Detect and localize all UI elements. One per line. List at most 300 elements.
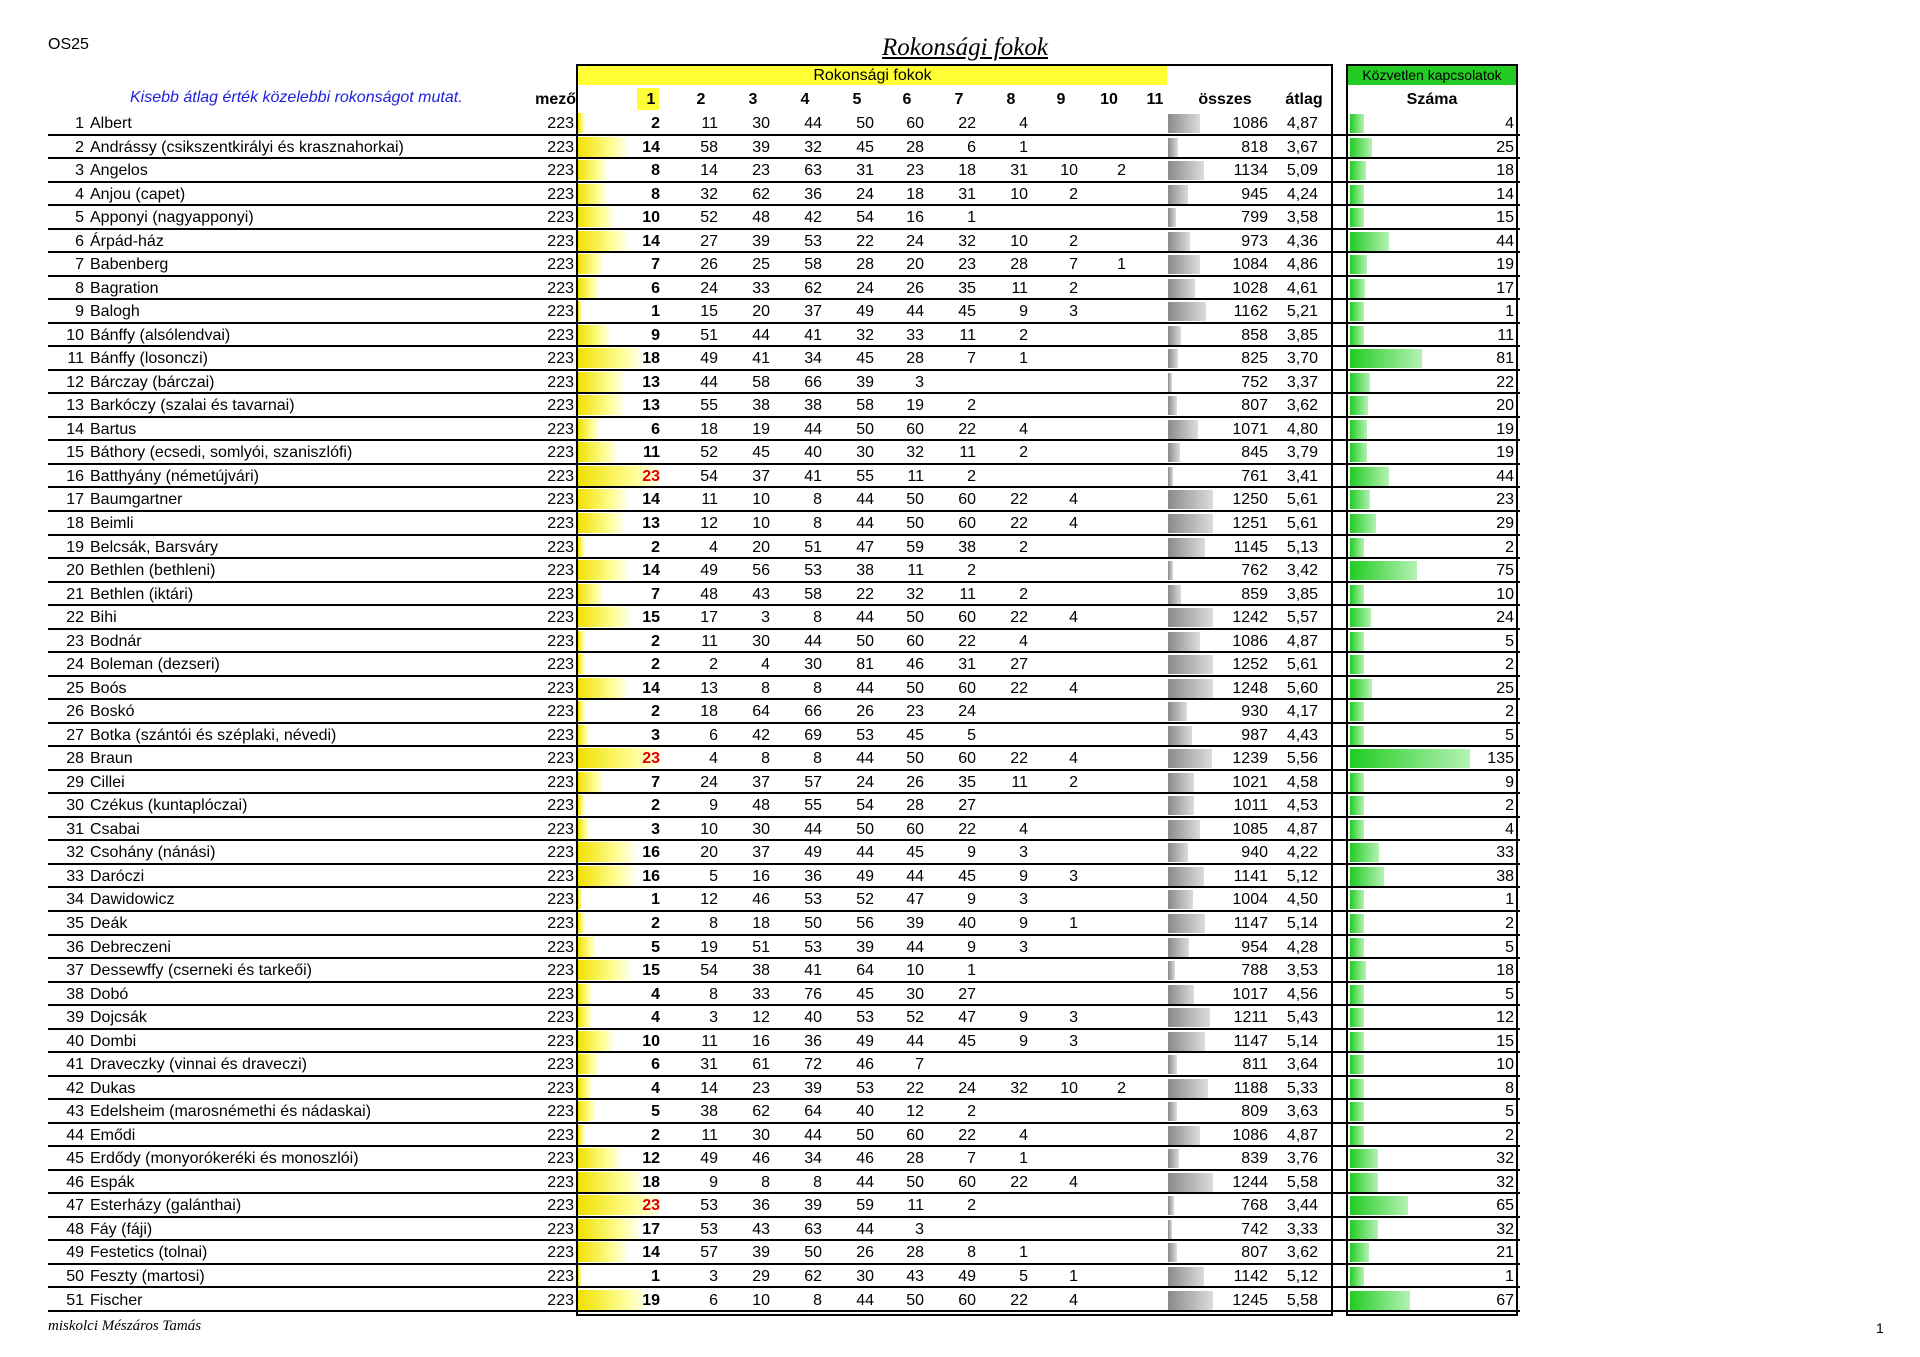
- degree-1-value: 23: [642, 467, 660, 485]
- degree-1-value: 13: [642, 397, 660, 415]
- degree-4-value: 66: [804, 373, 822, 391]
- direct-links-bar: [1350, 138, 1372, 157]
- degree-8-value: 4: [1019, 632, 1028, 650]
- total-bar: [1168, 585, 1181, 604]
- degree-7-value: 60: [958, 491, 976, 509]
- degree-1-value: 16: [642, 844, 660, 862]
- degree-2-value: 55: [700, 397, 718, 415]
- total-value: 940: [1241, 844, 1268, 862]
- total-bar: [1168, 679, 1213, 698]
- average-value: 4,53: [1286, 797, 1318, 815]
- degree-6-value: 50: [906, 750, 924, 768]
- family-name: Daróczi: [90, 867, 145, 885]
- degree-1-value: 15: [642, 962, 660, 980]
- degree-5-value: 50: [856, 115, 874, 132]
- total-value: 768: [1241, 1197, 1268, 1215]
- field-count: 223: [547, 350, 574, 368]
- row-number: 15: [66, 444, 84, 462]
- table-row: [48, 371, 1520, 395]
- total-bar: [1168, 255, 1200, 274]
- direct-links-count: 2: [1505, 703, 1514, 721]
- degree-2-value: 51: [700, 326, 718, 344]
- degree-6-value: 23: [906, 162, 924, 180]
- family-name: Bihi: [90, 609, 117, 627]
- field-count: 223: [547, 891, 574, 909]
- table-row: [48, 677, 1520, 701]
- total-bar: [1168, 843, 1188, 862]
- degree-3-value: 46: [752, 891, 770, 909]
- direct-links-count: 15: [1496, 1032, 1514, 1050]
- degree-4-value: 50: [804, 915, 822, 933]
- degree-1-bar: [578, 442, 617, 462]
- degree-5-value: 54: [856, 797, 874, 815]
- average-value: 4,87: [1286, 632, 1318, 650]
- total-value: 1141: [1233, 867, 1268, 885]
- direct-links-count: 19: [1496, 420, 1514, 438]
- field-count: 223: [547, 279, 574, 297]
- degree-5-value: 50: [856, 1126, 874, 1144]
- direct-links-bar: [1350, 890, 1364, 909]
- field-count: 223: [547, 656, 574, 674]
- direct-links-bar: [1350, 302, 1364, 321]
- row-number: 28: [66, 750, 84, 768]
- field-count: 223: [547, 256, 574, 274]
- total-value: 987: [1241, 726, 1268, 744]
- degree-4-value: 39: [804, 1079, 822, 1097]
- degree-9-value: 3: [1069, 1009, 1078, 1027]
- degree-8-value: 22: [1010, 1173, 1028, 1191]
- total-value: 807: [1241, 1244, 1268, 1262]
- degree-6-value: 50: [906, 1173, 924, 1191]
- degree-4-value: 40: [804, 444, 822, 462]
- family-name: Botka (szántói és széplaki, névedi): [90, 726, 337, 744]
- direct-links-count: 5: [1505, 1103, 1514, 1121]
- family-name: Bodnár: [90, 632, 142, 650]
- degree-6-value: 23: [906, 703, 924, 721]
- total-bar: [1168, 373, 1172, 392]
- field-count: 223: [547, 1056, 574, 1074]
- total-bar: [1168, 820, 1200, 839]
- total-bar: [1168, 1243, 1177, 1262]
- degree-5-value: 28: [856, 256, 874, 274]
- direct-links-count: 25: [1496, 138, 1514, 156]
- degree-1-value: 1: [651, 303, 660, 321]
- degree-1-value: 9: [651, 326, 660, 344]
- direct-links-count: 32: [1496, 1173, 1514, 1191]
- field-count: 223: [547, 303, 574, 321]
- degree-5-value: 46: [856, 1150, 874, 1168]
- total-bar: [1168, 279, 1195, 298]
- degree-3-value: 30: [752, 1126, 770, 1144]
- degree-3-value: 3: [761, 609, 770, 627]
- degree-1-bar: [578, 113, 585, 133]
- degree-1-value: 2: [651, 1126, 660, 1144]
- degree-3-value: 30: [752, 632, 770, 650]
- row-number: 2: [75, 138, 84, 156]
- degree-4-value: 34: [804, 350, 822, 368]
- total-value: 1250: [1232, 491, 1268, 509]
- total-bar: [1168, 561, 1173, 580]
- degree-6-value: 32: [906, 585, 924, 603]
- degree-4-value: 53: [804, 938, 822, 956]
- degree-4-value: 53: [804, 232, 822, 250]
- table-row: [48, 1147, 1520, 1171]
- direct-links-count: 5: [1505, 985, 1514, 1003]
- average-value: 5,21: [1286, 303, 1318, 321]
- degree-4-value: 64: [804, 1103, 822, 1121]
- degree-3-value: 64: [752, 703, 770, 721]
- degree-4-value: 63: [804, 1220, 822, 1238]
- degree-1-value: 1: [651, 891, 660, 909]
- field-count: 223: [547, 467, 574, 485]
- degree-5-value: 81: [856, 656, 874, 674]
- degree-2-value: 6: [709, 726, 718, 744]
- total-value: 1252: [1232, 656, 1268, 674]
- degree-1-value: 11: [643, 444, 660, 462]
- table-row: [48, 559, 1520, 583]
- degree-5-value: 40: [856, 1103, 874, 1121]
- field-count: 223: [547, 679, 574, 697]
- family-name: Emődi: [90, 1126, 136, 1144]
- degree-3-value: 23: [752, 162, 770, 180]
- table-row: [48, 1265, 1520, 1289]
- degree-4-value: 36: [804, 1032, 822, 1050]
- total-value: 945: [1241, 185, 1268, 203]
- degree-3-value: 48: [752, 209, 770, 227]
- direct-links-bar: [1350, 420, 1367, 439]
- degree-7-value: 45: [958, 303, 976, 321]
- degree-3-value: 58: [752, 373, 770, 391]
- family-name: Bethlen (bethleni): [90, 562, 216, 580]
- table-row: [48, 1241, 1520, 1265]
- degree-7-value: 22: [958, 820, 976, 838]
- table-row: [48, 1194, 1520, 1218]
- degree-9-value: 2: [1069, 279, 1078, 297]
- degree-2-value: 53: [700, 1220, 718, 1238]
- degree-9-value: 3: [1069, 867, 1078, 885]
- total-value: 752: [1241, 373, 1268, 391]
- average-value: 5,43: [1286, 1009, 1318, 1027]
- degree-2-value: 18: [700, 703, 718, 721]
- field-count: 223: [547, 609, 574, 627]
- degree-8-value: 2: [1019, 326, 1028, 344]
- degree-8-value: 22: [1010, 1291, 1028, 1309]
- row-number: 35: [66, 915, 84, 933]
- degree-1-value: 14: [642, 1244, 660, 1262]
- degree-5-value: 44: [856, 609, 874, 627]
- table-row: [48, 1124, 1520, 1148]
- direct-links-count: 75: [1496, 562, 1514, 580]
- total-value: 807: [1241, 397, 1268, 415]
- degree-7-value: 18: [958, 162, 976, 180]
- degree-1-value: 1: [651, 1267, 660, 1285]
- total-bar: [1168, 1291, 1213, 1310]
- degree-5-value: 44: [856, 1173, 874, 1191]
- direct-links-count: 4: [1505, 115, 1514, 132]
- field-count: 223: [547, 1291, 574, 1309]
- direct-links-bar: [1350, 185, 1364, 204]
- total-value: 1245: [1232, 1291, 1268, 1309]
- header-osszes: összes: [1198, 91, 1252, 108]
- row-number: 21: [66, 585, 84, 603]
- degree-4-value: 51: [804, 538, 822, 556]
- degree-4-value: 41: [804, 326, 822, 344]
- degree-3-value: 51: [752, 938, 770, 956]
- average-value: 5,09: [1286, 162, 1318, 180]
- table-row: [48, 959, 1520, 983]
- degree-5-value: 53: [856, 1009, 874, 1027]
- degree-3-value: 8: [761, 1173, 770, 1191]
- field-count: 223: [547, 632, 574, 650]
- degree-7-value: 31: [958, 656, 976, 674]
- degree-7-value: 1: [967, 209, 976, 227]
- table-row: [48, 912, 1520, 936]
- direct-links-count: 18: [1496, 962, 1514, 980]
- degree-1-bar: [578, 984, 592, 1004]
- direct-links-count: 21: [1496, 1244, 1514, 1262]
- degree-2-value: 48: [700, 585, 718, 603]
- total-bar: [1168, 420, 1198, 439]
- degree-2-value: 18: [700, 420, 718, 438]
- degree-3-value: 38: [752, 397, 770, 415]
- direct-links-count: 20: [1496, 397, 1514, 415]
- field-count: 223: [547, 185, 574, 203]
- row-number: 29: [66, 773, 84, 791]
- row-number: 23: [66, 632, 84, 650]
- degree-1-bar: [578, 937, 596, 957]
- degree-5-value: 64: [856, 962, 874, 980]
- degree-2-value: 54: [700, 962, 718, 980]
- family-name: Árpád-ház: [90, 232, 164, 250]
- degree-6-value: 18: [906, 185, 924, 203]
- row-number: 19: [66, 538, 84, 556]
- degree-1-bar: [578, 489, 628, 509]
- degree-8-value: 2: [1019, 444, 1028, 462]
- degree-4-value: 41: [804, 962, 822, 980]
- degree-10-value: 2: [1117, 1079, 1126, 1097]
- row-number: 44: [66, 1126, 84, 1144]
- degree-5-value: 31: [856, 162, 874, 180]
- field-count: 223: [547, 1126, 574, 1144]
- degree-4-value: 36: [804, 867, 822, 885]
- table-row: [48, 1218, 1520, 1242]
- degree-2-value: 20: [700, 844, 718, 862]
- degree-9-value: 4: [1069, 609, 1078, 627]
- direct-links-count: 32: [1496, 1220, 1514, 1238]
- degree-5-value: 26: [856, 703, 874, 721]
- family-name: Barkóczy (szalai és tavarnai): [90, 397, 295, 415]
- degree-5-value: 30: [856, 444, 874, 462]
- header-degree-6: 6: [902, 91, 912, 108]
- total-value: 1071: [1232, 420, 1268, 438]
- degree-6-value: 50: [906, 515, 924, 532]
- degree-3-value: 25: [752, 256, 770, 274]
- row-number: 43: [66, 1103, 84, 1121]
- direct-links-bar: [1350, 538, 1364, 557]
- degree-6-value: 28: [906, 138, 924, 156]
- row-number: 31: [66, 820, 84, 838]
- header-degree-7: 7: [954, 91, 964, 108]
- family-name: Angelos: [90, 162, 148, 180]
- field-count: 223: [547, 1079, 574, 1097]
- total-value: 742: [1241, 1220, 1268, 1238]
- degree-6-value: 24: [906, 232, 924, 250]
- average-value: 3,33: [1286, 1220, 1318, 1238]
- degree-1-bar: [578, 301, 582, 321]
- direct-links-count: 2: [1505, 656, 1514, 674]
- degree-3-value: 20: [752, 538, 770, 556]
- degree-2-value: 12: [700, 515, 718, 532]
- average-value: 4,28: [1286, 938, 1318, 956]
- degree-1-bar: [578, 1078, 592, 1098]
- row-number: 3: [75, 162, 84, 180]
- average-value: 5,58: [1286, 1173, 1318, 1191]
- degree-1-value: 14: [642, 491, 660, 509]
- direct-links-count: 44: [1496, 232, 1514, 250]
- family-name: Fischer: [90, 1291, 143, 1309]
- degree-1-value: 13: [642, 515, 660, 532]
- direct-links-count: 10: [1496, 585, 1514, 603]
- row-number: 12: [66, 373, 84, 391]
- row-number: 4: [75, 185, 84, 203]
- degree-9-value: 1: [1069, 915, 1078, 933]
- degree-7-value: 40: [958, 915, 976, 933]
- degree-3-value: 43: [752, 1220, 770, 1238]
- degree-9-value: 4: [1069, 679, 1078, 697]
- table-row: [48, 536, 1520, 560]
- total-bar: [1168, 985, 1194, 1004]
- table-row: [48, 441, 1520, 465]
- degree-4-value: 55: [804, 797, 822, 815]
- degree-7-value: 60: [958, 679, 976, 697]
- row-number: 24: [66, 656, 84, 674]
- degree-1-bar: [578, 1054, 599, 1074]
- degree-4-value: 38: [804, 397, 822, 415]
- table-row: [48, 630, 1520, 654]
- degree-5-value: 30: [856, 1267, 874, 1285]
- table-row: [48, 653, 1520, 677]
- total-value: 1086: [1232, 1126, 1268, 1144]
- degree-1-value: 14: [642, 562, 660, 580]
- direct-links-count: 67: [1496, 1291, 1514, 1309]
- total-value: 1239: [1232, 750, 1268, 768]
- total-value: 1021: [1232, 773, 1268, 791]
- total-value: 1017: [1232, 985, 1268, 1003]
- table-row: [48, 277, 1520, 301]
- degree-3-value: 39: [752, 232, 770, 250]
- total-bar: [1168, 655, 1213, 674]
- degree-6-value: 28: [906, 1244, 924, 1262]
- degree-2-value: 52: [700, 444, 718, 462]
- header-degree-1: 1: [646, 91, 656, 108]
- degree-1-bar: [578, 866, 635, 886]
- degree-1-value: 14: [642, 679, 660, 697]
- field-count: 223: [547, 1220, 574, 1238]
- degree-8-value: 31: [1010, 162, 1028, 180]
- total-bar: [1168, 1267, 1204, 1286]
- row-number: 22: [66, 609, 84, 627]
- family-name: Draveczky (vinnai és draveczi): [90, 1056, 307, 1074]
- average-value: 3,42: [1286, 562, 1318, 580]
- document-code: OS25: [48, 36, 89, 53]
- degree-1-value: 7: [651, 585, 660, 603]
- degree-5-value: 50: [856, 420, 874, 438]
- degree-1-bar: [578, 654, 585, 674]
- total-bar: [1168, 1008, 1210, 1027]
- degree-7-value: 2: [967, 397, 976, 415]
- direct-links-count: 23: [1496, 491, 1514, 509]
- degree-7-value: 47: [958, 1009, 976, 1027]
- degree-9-value: 4: [1069, 1291, 1078, 1309]
- degree-3-value: 41: [752, 350, 770, 368]
- direct-links-count: 19: [1496, 444, 1514, 462]
- family-name: Baumgartner: [90, 491, 183, 509]
- table-row: [48, 818, 1520, 842]
- table-row: [48, 747, 1520, 771]
- degree-4-value: 39: [804, 1197, 822, 1215]
- total-value: 954: [1241, 938, 1268, 956]
- field-count: 223: [547, 938, 574, 956]
- table-row: [48, 771, 1520, 795]
- degree-5-value: 44: [856, 1291, 874, 1309]
- average-value: 4,80: [1286, 420, 1318, 438]
- row-number: 14: [66, 420, 84, 438]
- direct-links-count: 14: [1496, 185, 1514, 203]
- total-value: 1147: [1233, 915, 1268, 933]
- degree-5-value: 58: [856, 397, 874, 415]
- direct-links-count: 32: [1496, 1150, 1514, 1168]
- degree-2-value: 52: [700, 209, 718, 227]
- degree-8-value: 10: [1010, 232, 1028, 250]
- degree-8-value: 4: [1019, 1126, 1028, 1144]
- degree-5-value: 49: [856, 1032, 874, 1050]
- degree-1-bar: [578, 325, 610, 345]
- degree-2-value: 32: [700, 185, 718, 203]
- row-number: 7: [75, 256, 84, 274]
- row-number: 48: [66, 1220, 84, 1238]
- degree-6-value: 3: [915, 1220, 924, 1238]
- row-number: 40: [66, 1032, 84, 1050]
- degree-1-bar: [578, 1242, 628, 1262]
- degree-1-value: 2: [651, 797, 660, 815]
- degree-3-value: 10: [752, 1291, 770, 1309]
- degree-10-value: 2: [1117, 162, 1126, 180]
- degree-4-value: 44: [804, 1126, 822, 1144]
- degree-1-bar: [578, 1031, 614, 1051]
- total-value: 809: [1241, 1103, 1268, 1121]
- table-row: [48, 230, 1520, 254]
- degree-2-value: 14: [700, 1079, 718, 1097]
- family-name: Esterházy (galánthai): [90, 1197, 242, 1215]
- degree-1-value: 4: [651, 1079, 660, 1097]
- degree-6-value: 22: [906, 1079, 924, 1097]
- degree-3-value: 10: [752, 491, 770, 509]
- direct-links-bar: [1350, 843, 1379, 862]
- header-szama: Száma: [1406, 91, 1458, 108]
- family-name: Dombi: [90, 1032, 137, 1050]
- degree-6-value: 44: [906, 1032, 924, 1050]
- row-number: 1: [75, 115, 84, 132]
- degree-1-value: 5: [651, 1103, 660, 1121]
- degree-4-value: 42: [804, 209, 822, 227]
- direct-links-bar: [1350, 373, 1370, 392]
- degree-7-value: 5: [967, 726, 976, 744]
- table-row: [48, 300, 1520, 324]
- direct-links-bar: [1350, 1008, 1364, 1027]
- total-value: 1248: [1232, 679, 1268, 697]
- row-number: 9: [75, 303, 84, 321]
- degree-7-value: 60: [958, 515, 976, 532]
